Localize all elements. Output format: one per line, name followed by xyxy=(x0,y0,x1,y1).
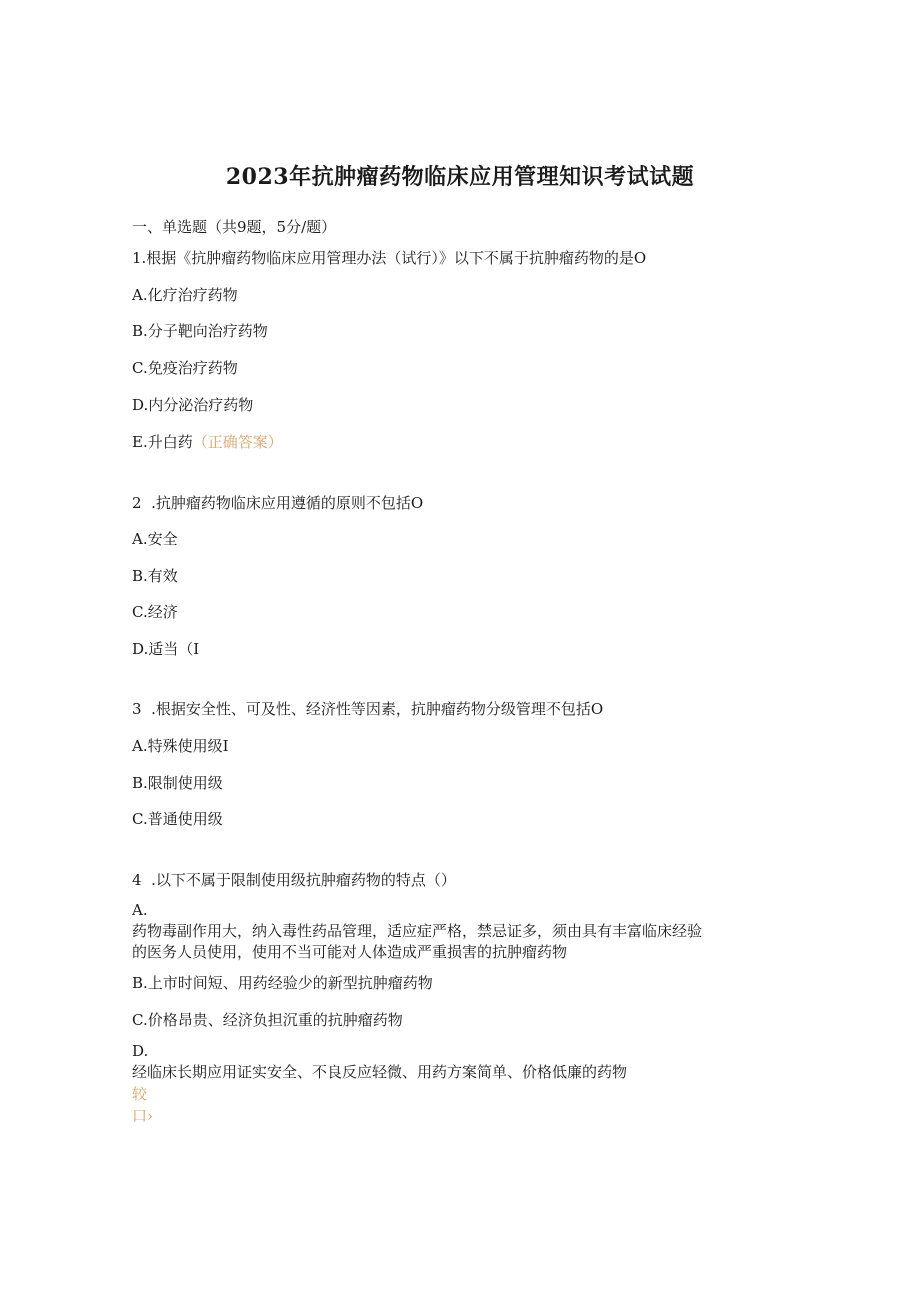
question-4-option-d-label: D. xyxy=(132,1042,149,1060)
correct-answer-mark: （正确答案） xyxy=(192,433,283,451)
page-title: 2023年抗肿瘤药物临床应用管理知识考试试题 xyxy=(225,164,695,190)
question-4-stem: 4 .以下不属于限制使用级抗肿瘤药物的特点（） xyxy=(132,871,456,889)
question-1-option-e xyxy=(132,432,283,452)
question-3-option-b: B.限制使用级 xyxy=(132,774,223,792)
question-1-option-b: B.分子靶向治疗药物 xyxy=(132,322,268,340)
question-4-option-b: B.上市时间短、用药经验少的新型抗肿瘤药物 xyxy=(132,974,433,992)
question-4-option-a-line-1: 药物毒副作用大，纳入毒性药品管理，适应症严格，禁忌证多，须由具有丰富临床经验 xyxy=(132,922,703,940)
question-3-option-a: A.特殊使用级I xyxy=(132,737,229,755)
question-1-option-c: C.免疫治疗药物 xyxy=(132,359,238,377)
question-2-option-a: A.安全 xyxy=(132,530,178,548)
question-2-option-d: D.适当（I xyxy=(132,640,200,658)
question-4-option-a-line-2: 的医务人员使用，使用不当可能对人体造成严重损害的抗肿瘤药物 xyxy=(132,943,568,961)
question-2-stem: 2 .抗肿瘤药物临床应用遵循的原则不包括O xyxy=(132,494,424,512)
section-heading: 一、单选题（共9题，5分/题） xyxy=(132,218,337,236)
question-4-answer-mark-2: 口› xyxy=(132,1107,153,1125)
question-1-option-d: D.内分泌治疗药物 xyxy=(132,396,254,414)
question-1-option-e-text: E.升白药 xyxy=(132,433,193,451)
question-3-option-c: C.普通使用级 xyxy=(132,810,223,828)
question-2-option-b: B.有效 xyxy=(132,567,178,585)
question-1-option-a: A.化疗治疗药物 xyxy=(132,286,238,304)
question-4-option-c: C.价格昂贵、经济负担沉重的抗肿瘤药物 xyxy=(132,1011,403,1029)
question-4-option-a-label: A. xyxy=(132,901,148,919)
question-4-option-d-line-1: 经临床长期应用证实安全、不良反应轻微、用药方案简单、价格低廉的药物 xyxy=(132,1063,628,1081)
question-3-stem: 3 .根据安全性、可及性、经济性等因素，抗肿瘤药物分级管理不包括O xyxy=(132,700,604,718)
question-2-option-c: C.经济 xyxy=(132,603,178,621)
question-1-stem: 1.根据《抗肿瘤药物临床应用管理办法（试行）》以下不属于抗肿瘤药物的是O xyxy=(132,249,647,267)
question-4-answer-mark-1: 较 xyxy=(132,1085,148,1103)
